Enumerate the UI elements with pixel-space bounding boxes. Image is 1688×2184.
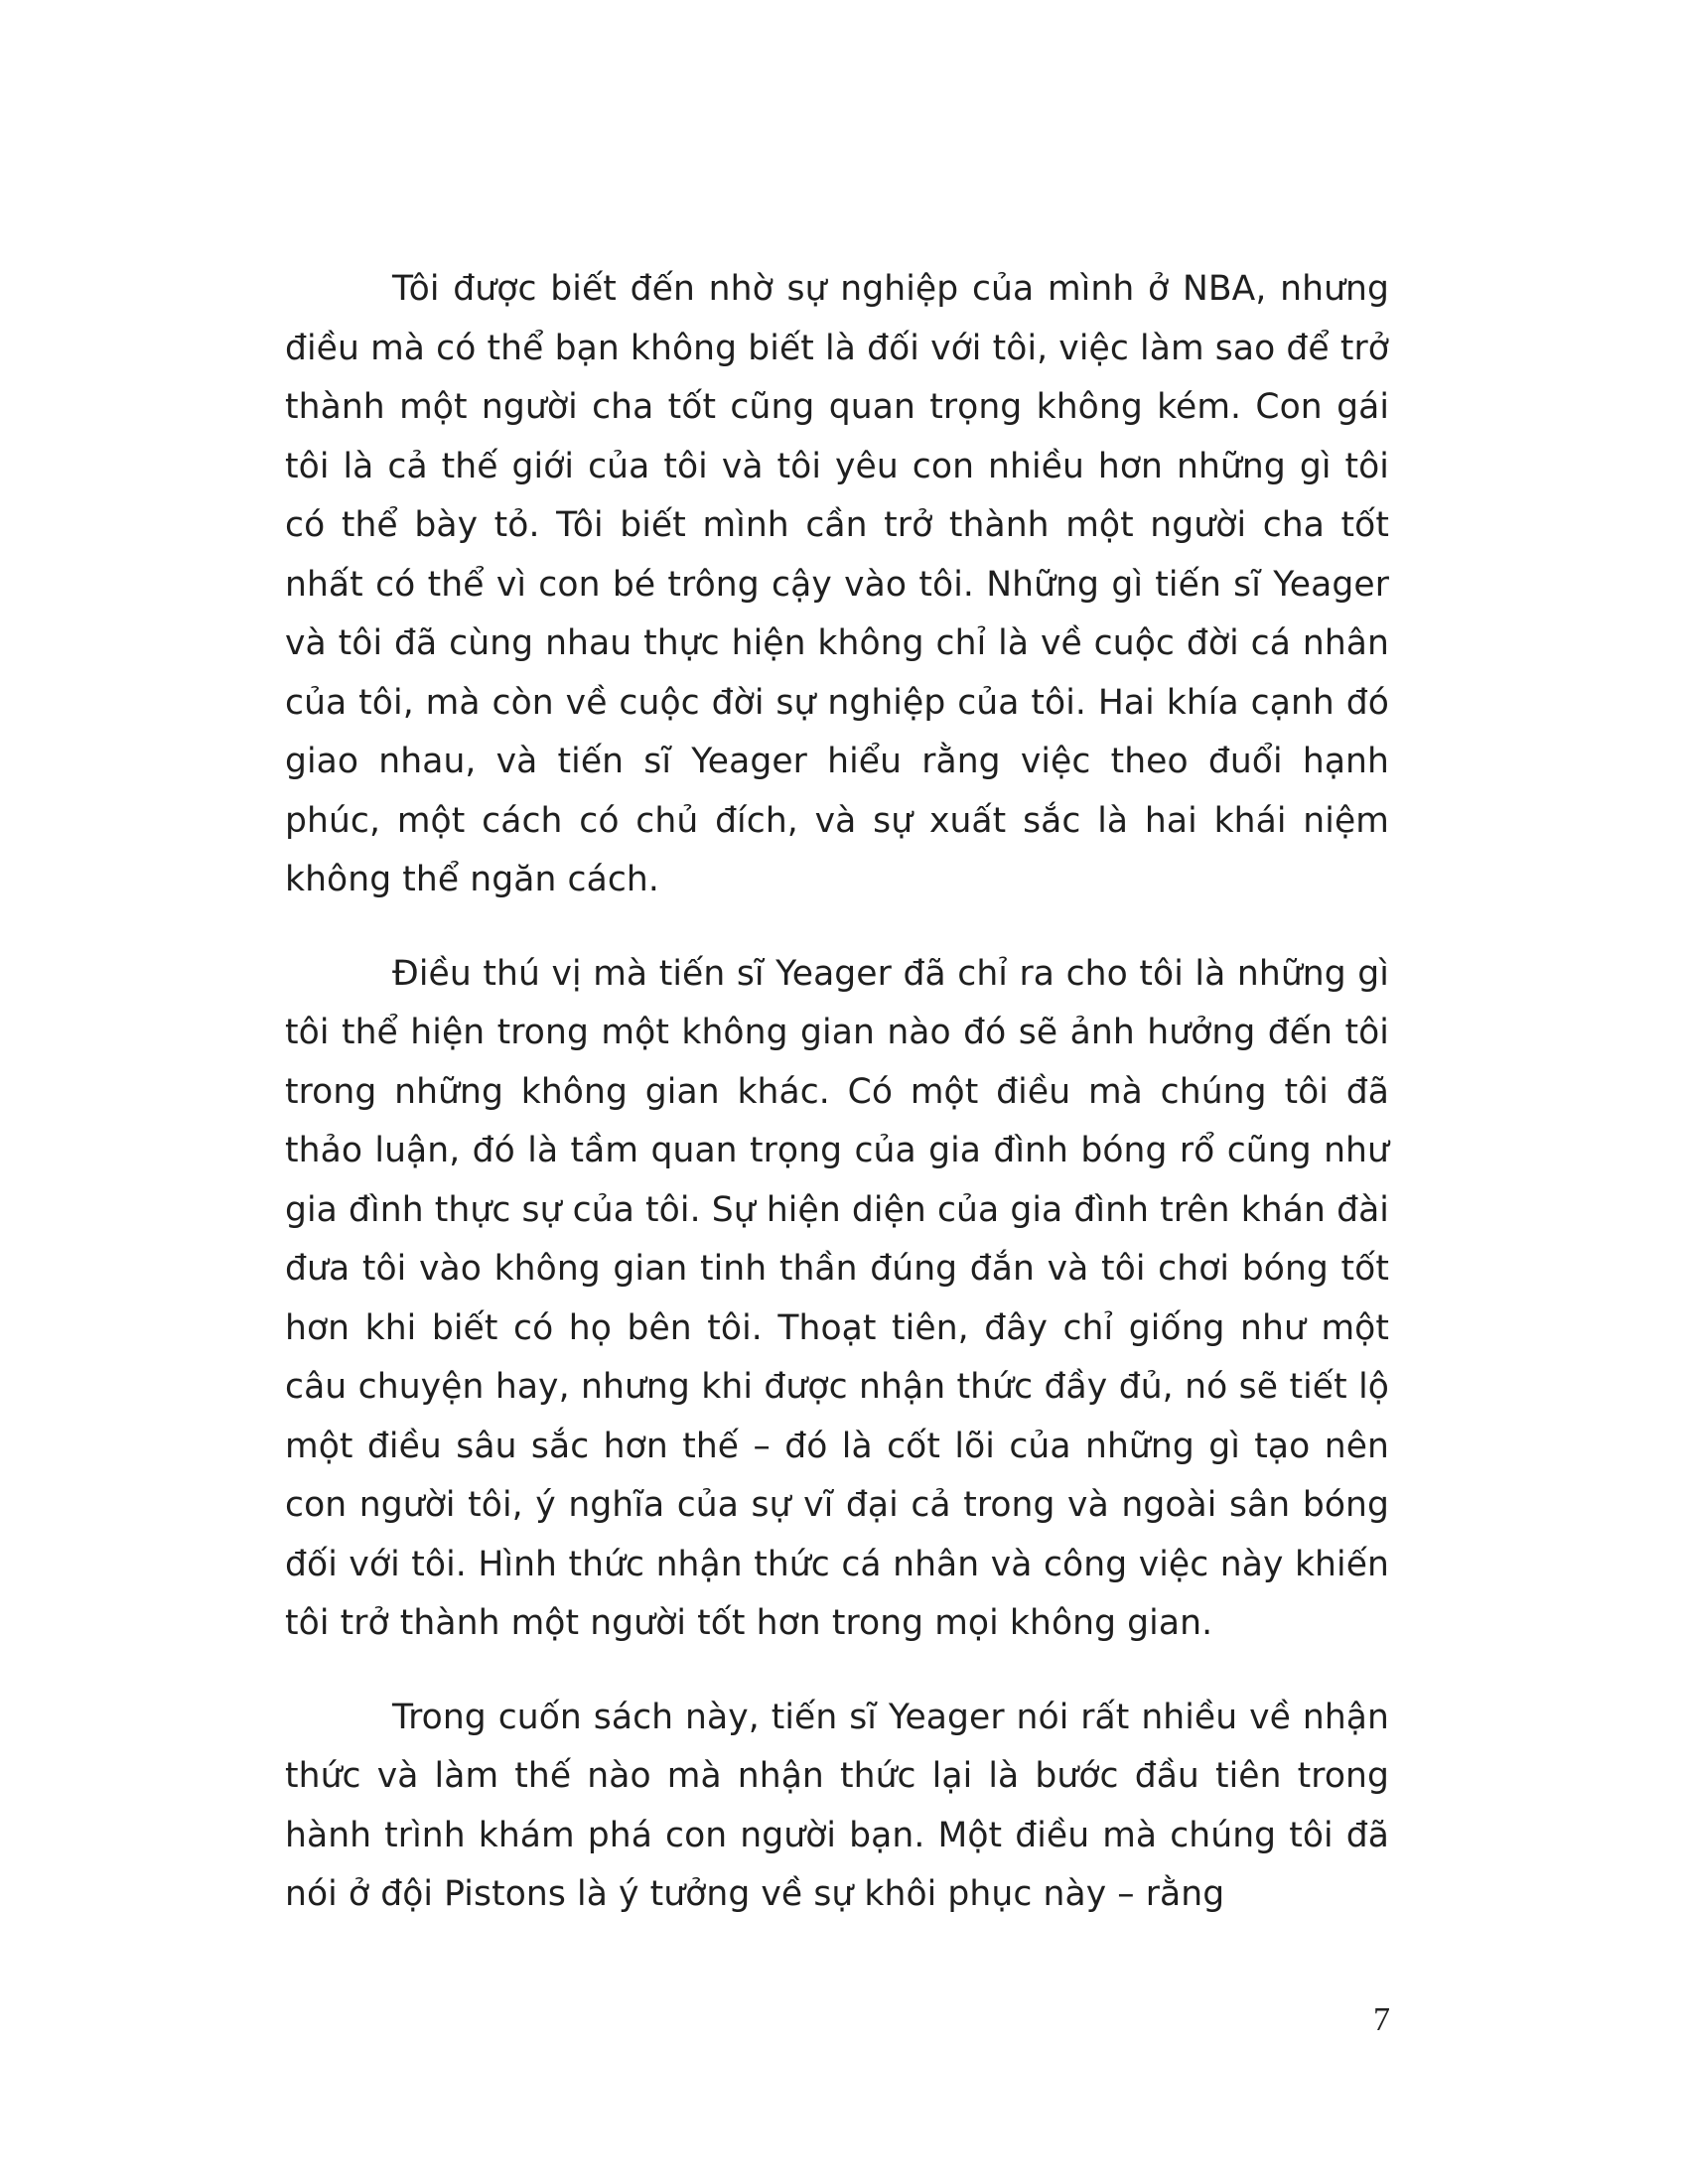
paragraph-1: Tôi được biết đến nhờ sự nghiệp của mình ở NBA, nhưng điều mà có thể bạn không biết là đối với tôi, việc làm sao để trở thành một người cha tốt cũng quan trọng không kém. Con gái tôi là cả thế giới của tôi và tôi yêu con nhiều hơn những gì tôi có thể bày tỏ. Tôi biết mình cần trở thành một người cha tốt nhất có thể vì con bé trông cậy vào tôi. Những gì tiến sĩ Yeager và tôi đã cùng nhau thực hiện không chỉ là về cuộc đời cá nhân của tôi, mà còn về cuộc đời sự nghiệp của tôi. Hai khía cạnh đó giao nhau, và tiến sĩ Yeager hiểu rằng việc theo đuổi hạnh phúc, một cách có chủ đích, và sự xuất sắc là hai khái niệm không thể ngăn cách. (285, 269, 1389, 899)
paragraph-3: Trong cuốn sách này, tiến sĩ Yeager nói rất nhiều về nhận thức và làm thế nào mà nhận thức lại là bước đầu tiên trong hành trình khám phá con người bạn. Một điều mà chúng tôi đã nói ở đội Pistons là ý tưởng về sự khôi phục này – rằng (285, 1697, 1389, 1914)
body-text (285, 260, 1389, 1925)
paragraph-2: Điều thú vị mà tiến sĩ Yeager đã chỉ ra cho tôi là những gì tôi thể hiện trong một không gian nào đó sẽ ảnh hưởng đến tôi trong những không gian khác. Có một điều mà chúng tôi đã thảo luận, đó là tầm quan trọng của gia đình bóng rổ cũng như gia đình thực sự của tôi. Sự hiện diện của gia đình trên khán đài đưa tôi vào không gian tinh thần đúng đắn và tôi chơi bóng tốt hơn khi biết có họ bên tôi. Thoạt tiên, đây chỉ giống như một câu chuyện hay, nhưng khi được nhận thức đầy đủ, nó sẽ tiết lộ một điều sâu sắc hơn thế – đó là cốt lõi của những gì tạo nên con người tôi, ý nghĩa của sự vĩ đại cả trong và ngoài sân bóng đối với tôi. Hình thức nhận thức cá nhân và công việc này khiến tôi trở thành một người tốt hơn trong mọi không gian. (285, 953, 1389, 1643)
page-number: 7 (1373, 2001, 1390, 2038)
